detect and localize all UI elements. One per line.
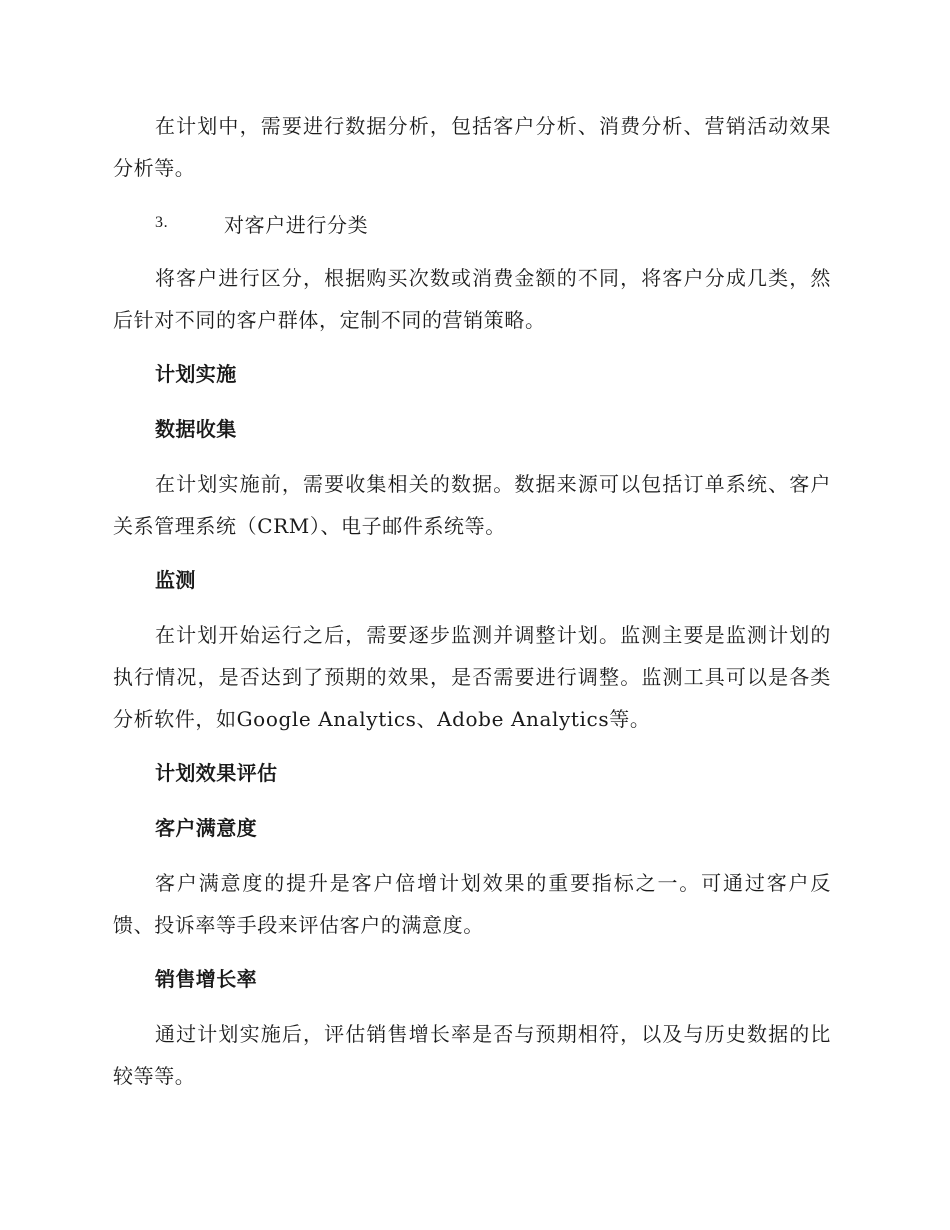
list-item-customer-classification [113,202,831,244]
heading-plan-evaluation: 计划效果评估 [155,761,278,785]
paragraph-data-collection: 在计划实施前，需要收集相关的数据。数据来源可以包括订单系统、客户关系管理系统（CRM）、电子邮件系统等。 [113,472,831,538]
heading-customer-satisfaction: 客户满意度 [155,816,257,840]
heading-monitoring: 监测 [155,568,196,592]
heading-data-collection: 数据收集 [155,417,237,441]
heading-sales-growth: 销售增长率 [155,967,257,991]
document-body [113,105,831,1097]
paragraph-sales-growth: 通过计划实施后，评估销售增长率是否与预期相符，以及与历史数据的比较等等。 [113,1022,831,1088]
paragraph-monitoring: 在计划开始运行之后，需要逐步监测并调整计划。监测主要是监测计划的执行情况，是否达到了预期的效果，是否需要进行调整。监测工具可以是各类分析软件，如Google Analytics、Adobe Analytics等。 [113,623,831,731]
list-number: 3. [155,214,169,231]
heading-plan-implementation: 计划实施 [155,362,237,386]
list-item-text: 对客户进行分类 [224,212,369,237]
paragraph-customer-satisfaction: 客户满意度的提升是客户倍增计划效果的重要指标之一。可通过客户反馈、投诉率等手段来评估客户的满意度。 [113,871,831,937]
paragraph-customer-classification: 将客户进行区分，根据购买次数或消费金额的不同，将客户分成几类，然后针对不同的客户群体，定制不同的营销策略。 [113,266,831,332]
paragraph-data-analysis: 在计划中，需要进行数据分析，包括客户分析、消费分析、营销活动效果分析等。 [113,114,831,180]
